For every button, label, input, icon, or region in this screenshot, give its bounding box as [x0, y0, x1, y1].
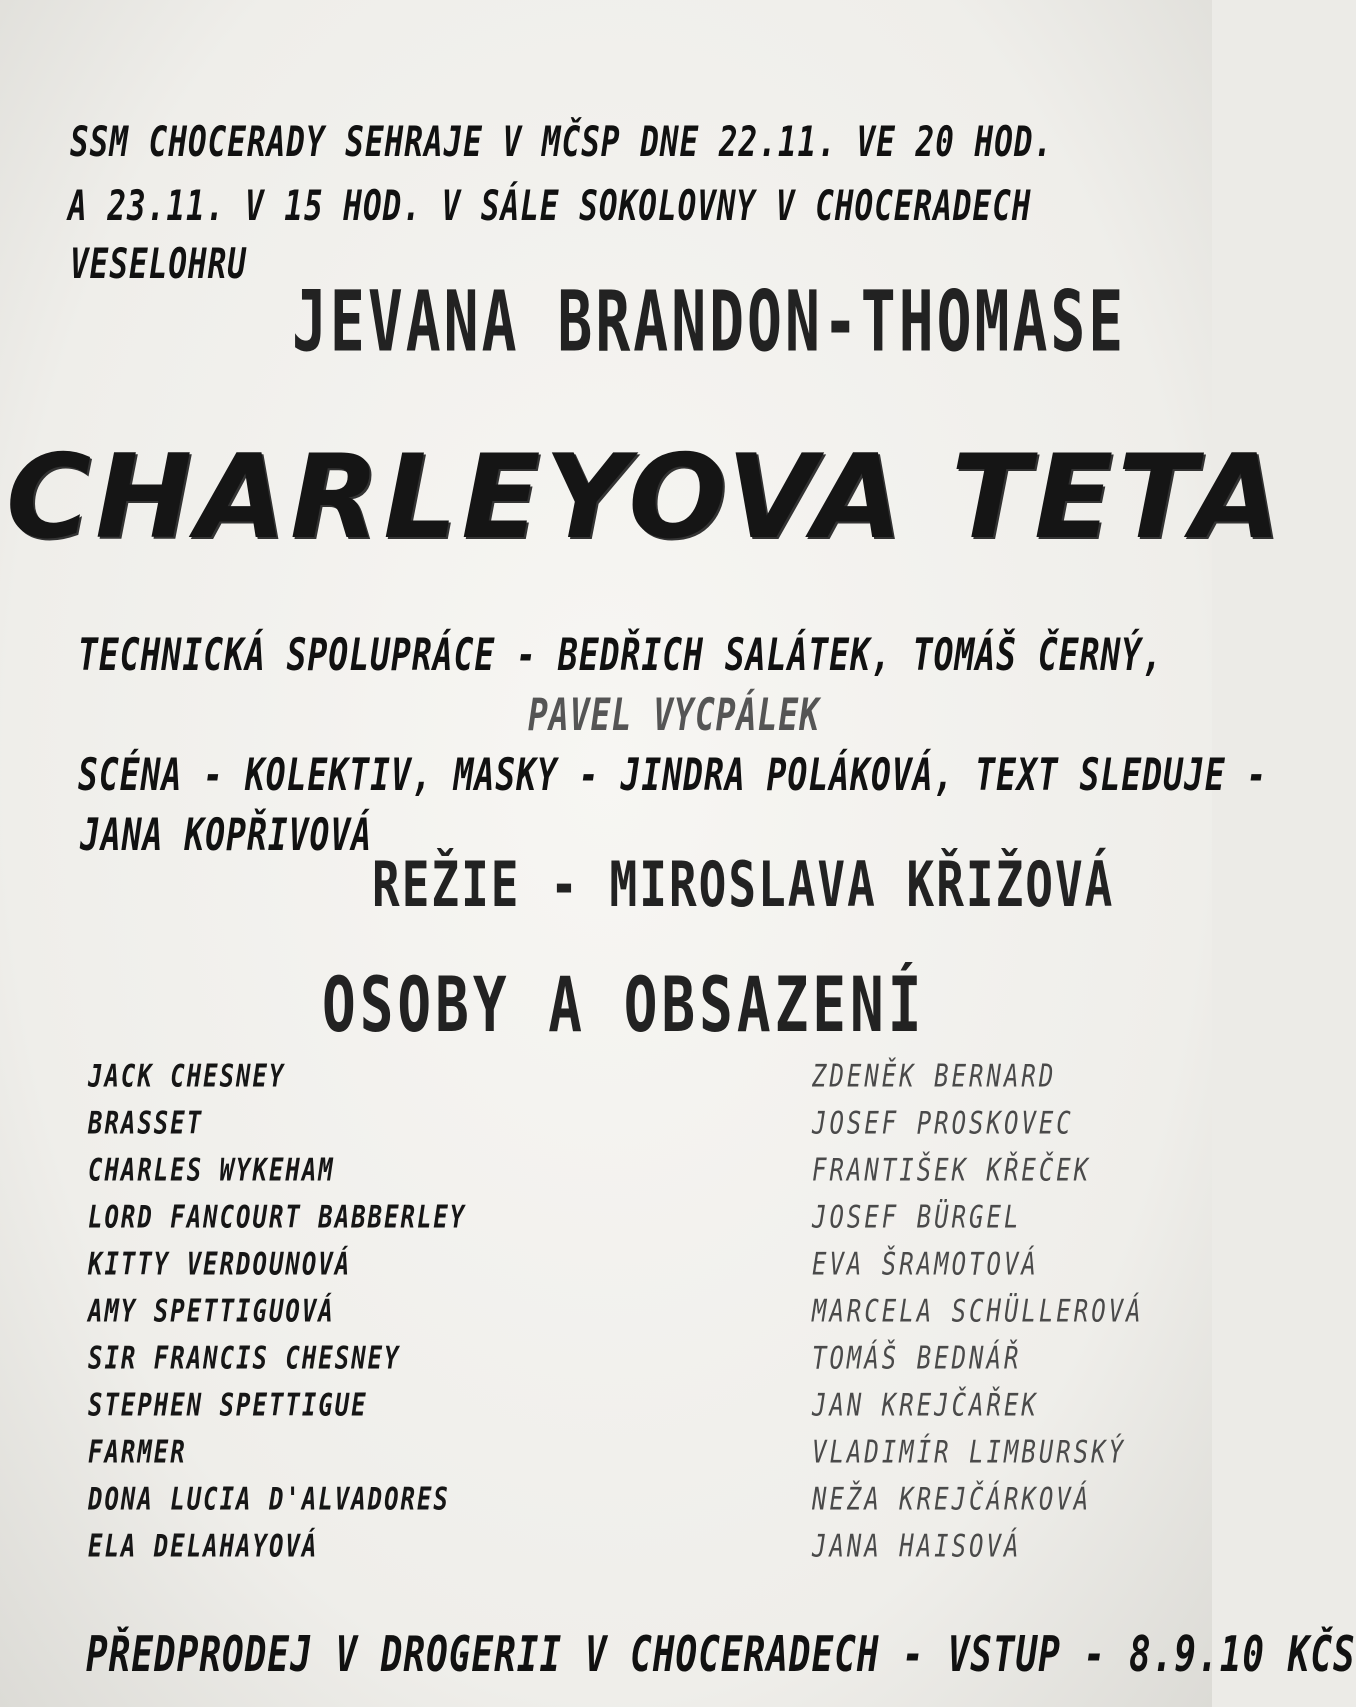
- actor-item: VLADIMÍR LIMBURSKÝ: [812, 1434, 1127, 1471]
- presale-footer: PŘEDPRODEJ V DROGERII V CHOCERADECH - VSTUP - 8.9.10 KČS: [86, 1628, 1356, 1684]
- role-item: JACK CHESNEY: [88, 1058, 286, 1095]
- role-item: LORD FANCOURT BABBERLEY: [88, 1199, 467, 1236]
- role-item: FARMER: [88, 1434, 187, 1471]
- intro-line-3: VESELOHRU: [70, 240, 247, 289]
- role-item: STEPHEN SPETTIGUE: [88, 1387, 368, 1424]
- play-title: CHARLEYOVA TETA: [6, 430, 1286, 565]
- role-item: AMY SPETTIGUOVÁ: [88, 1293, 335, 1330]
- role-item: SIR FRANCIS CHESNEY: [88, 1340, 401, 1377]
- role-item: DONA LUCIA D'ALVADORES: [88, 1481, 450, 1518]
- actor-item: JOSEF PROSKOVEC: [812, 1105, 1074, 1142]
- role-item: CHARLES WYKEHAM: [88, 1152, 335, 1189]
- actor-item: NEŽA KREJČÁRKOVÁ: [812, 1481, 1092, 1518]
- actors-list: [812, 1058, 1144, 1575]
- actor-item: ZDENĚK BERNARD: [812, 1058, 1057, 1095]
- cast-heading: OSOBY A OBSAZENÍ: [322, 962, 926, 1050]
- actor-item: TOMÁŠ BEDNÁŘ: [812, 1340, 1022, 1377]
- scene-credits-line-2: JANA KOPŘIVOVÁ: [80, 808, 373, 861]
- play-author: JEVANA BRANDON-THOMASE: [292, 272, 1127, 371]
- actor-item: MARCELA SCHÜLLEROVÁ: [812, 1293, 1144, 1330]
- director-credit: REŽIE - MIROSLAVA KŘIŽOVÁ: [372, 848, 1115, 921]
- scene-credits-line-1: SCÉNA - KOLEKTIV, MASKY - JINDRA POLÁKOVÁ, TEXT SLEDUJE -: [78, 748, 1268, 801]
- intro-line-1: SSM CHOCERADY SEHRAJE V MČSP DNE 22.11. VE 20 HOD.: [70, 118, 1054, 167]
- role-item: KITTY VERDOUNOVÁ: [88, 1246, 352, 1283]
- role-item: BRASSET: [88, 1105, 204, 1142]
- intro-line-2: A 23.11. V 15 HOD. V SÁLE SOKOLOVNY V CHOCERADECH: [68, 182, 1032, 231]
- technical-credits-line-2: PAVEL VYCPÁLEK: [528, 688, 821, 741]
- actor-item: JANA HAISOVÁ: [812, 1528, 1022, 1565]
- technical-credits-line-1: TECHNICKÁ SPOLUPRÁCE - BEDŘICH SALÁTEK, TOMÁŠ ČERNÝ,: [78, 628, 1164, 681]
- actor-item: JAN KREJČAŘEK: [812, 1387, 1039, 1424]
- role-item: ELA DELAHAYOVÁ: [88, 1528, 319, 1565]
- actor-item: FRANTIŠEK KŘEČEK: [812, 1152, 1092, 1189]
- actor-item: EVA ŠRAMOTOVÁ: [812, 1246, 1039, 1283]
- actor-item: JOSEF BÜRGEL: [812, 1199, 1022, 1236]
- roles-list: [88, 1058, 466, 1575]
